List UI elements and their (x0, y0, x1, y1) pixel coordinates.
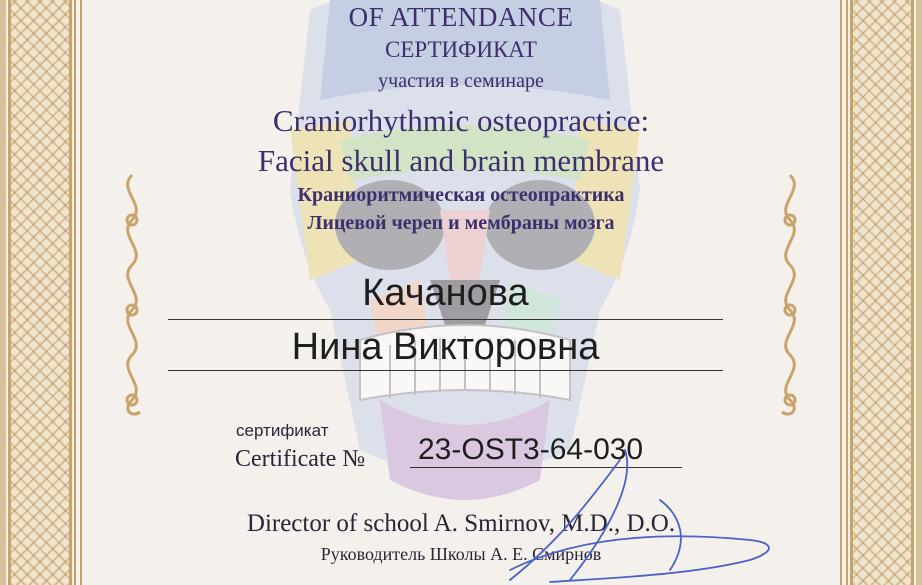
certificate-subtitle: участия в семинаре (378, 70, 544, 92)
director-signature (450, 440, 790, 585)
participant-given-names: Нина Викторовна (291, 326, 600, 368)
certificate-title-ru: СЕРТИФИКАТ (385, 37, 537, 62)
surname-underline (168, 319, 723, 320)
course-name-ru-line2: Лицевой череп и мембраны мозга (307, 212, 615, 234)
director-line-ru: Руководитель Школы А. Е. Смирнов (320, 544, 602, 564)
course-name-en-line1: Craniorhythmic osteopractice: (272, 103, 650, 138)
given-names-underline (168, 370, 723, 371)
participant-surname: Качанова (362, 272, 529, 314)
director-line-en: Director of school A. Smirnov, M.D., D.O. (246, 510, 676, 537)
certificate-number: 23-OST3-64-030 (418, 433, 644, 466)
certificate-label-ru: сертификат (236, 421, 329, 440)
certificate-label-en: Certificate № (235, 446, 366, 472)
course-name-ru-line1: Краниоритмическая остеопрактика (297, 184, 625, 206)
course-name-en-line2: Facial skull and brain membrane (257, 143, 665, 178)
certificate-title-en: OF ATTENDANCE (348, 2, 574, 32)
